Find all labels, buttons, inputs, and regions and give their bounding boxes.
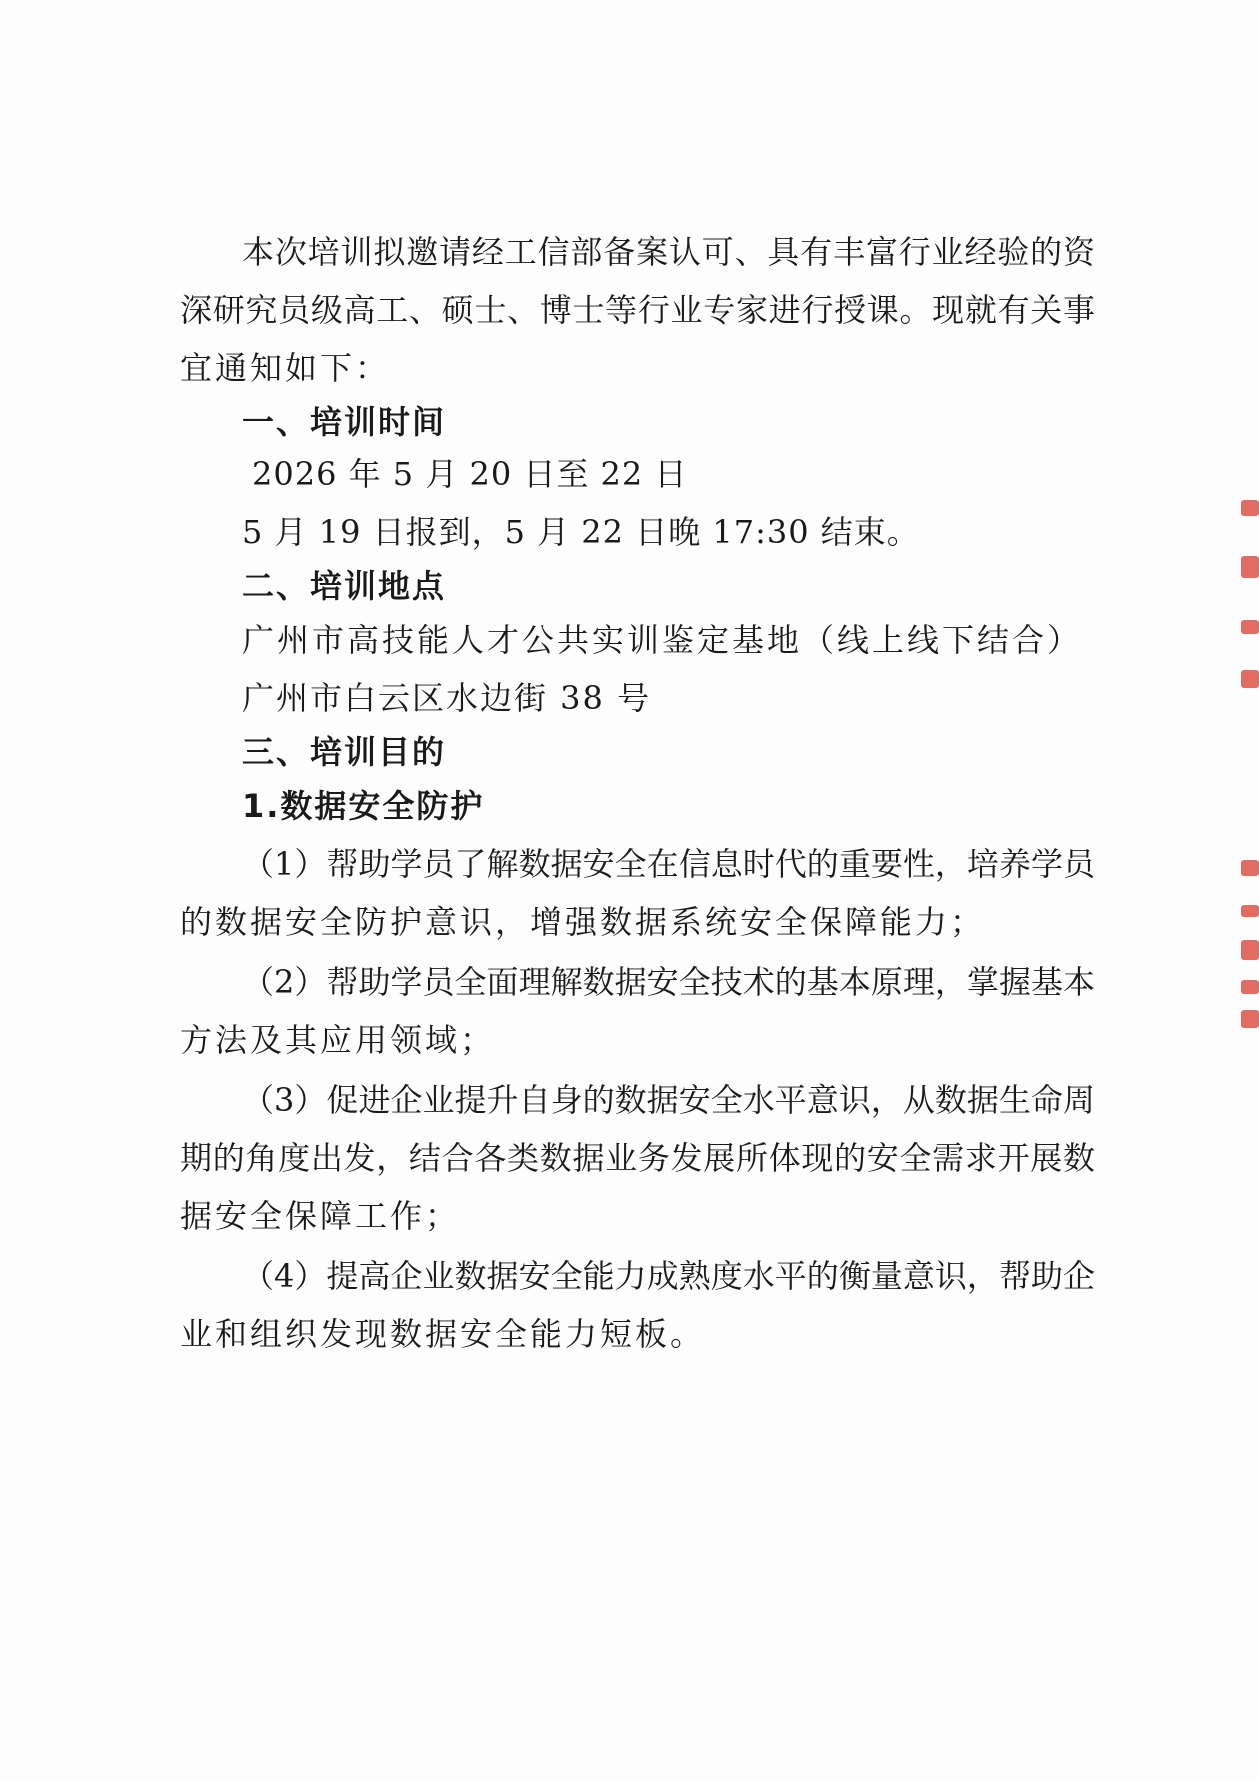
- subsection-heading-data-security: 1.数据安全防护: [242, 787, 485, 825]
- check-in-info: 5 月 19 日报到，5 月 22 日晚 17:30 结束。: [242, 513, 920, 551]
- seal-edge-mark: [1241, 1010, 1259, 1028]
- training-dates: 2026 年 5 月 20 日至 22 日: [252, 455, 688, 493]
- location-name: 广州市高技能人才公共实训鉴定基地（线上线下结合）: [242, 621, 1083, 659]
- intro-paragraph-line: 本次培训拟邀请经工信部备案认可、具有丰富行业经验的资: [242, 233, 1095, 271]
- intro-paragraph-line: 宜通知如下：: [180, 349, 391, 387]
- seal-edge-mark: [1241, 620, 1259, 634]
- seal-edge-mark: [1241, 940, 1259, 960]
- purpose-item-line: 方法及其应用领域；: [180, 1021, 496, 1059]
- seal-edge-mark: [1241, 500, 1259, 516]
- intro-paragraph-line: 深研究员级高工、硕士、博士等行业专家进行授课。现就有关事: [180, 291, 1095, 329]
- seal-edge-mark: [1241, 670, 1259, 688]
- purpose-item-line: 据安全保障工作；: [180, 1197, 461, 1235]
- seal-edge-mark: [1241, 980, 1259, 994]
- section-heading-purpose: 三、培训目的: [242, 733, 447, 771]
- purpose-item-line: 的数据安全防护意识，增强数据系统安全保障能力；: [180, 903, 986, 941]
- seal-edge-mark: [1241, 860, 1259, 876]
- section-heading-location: 二、培训地点: [242, 567, 447, 605]
- purpose-item-line: （2）帮助学员全面理解数据安全技术的基本原理，掌握基本: [242, 963, 1095, 1001]
- purpose-item-line: （3）促进企业提升自身的数据安全水平意识，从数据生命周: [242, 1081, 1095, 1119]
- purpose-item-line: 业和组织发现数据安全能力短板。: [180, 1315, 706, 1353]
- location-address: 广州市白云区水边街 38 号: [242, 679, 652, 717]
- seal-edge-mark: [1241, 556, 1259, 578]
- purpose-item-line: （1）帮助学员了解数据安全在信息时代的重要性，培养学员: [242, 845, 1095, 883]
- section-heading-time: 一、培训时间: [242, 403, 447, 441]
- purpose-item-line: 期的角度出发，结合各类数据业务发展所体现的安全需求开展数: [180, 1139, 1095, 1177]
- purpose-item-line: （4）提高企业数据安全能力成熟度水平的衡量意识，帮助企: [242, 1257, 1095, 1295]
- seal-edge-mark: [1241, 905, 1259, 917]
